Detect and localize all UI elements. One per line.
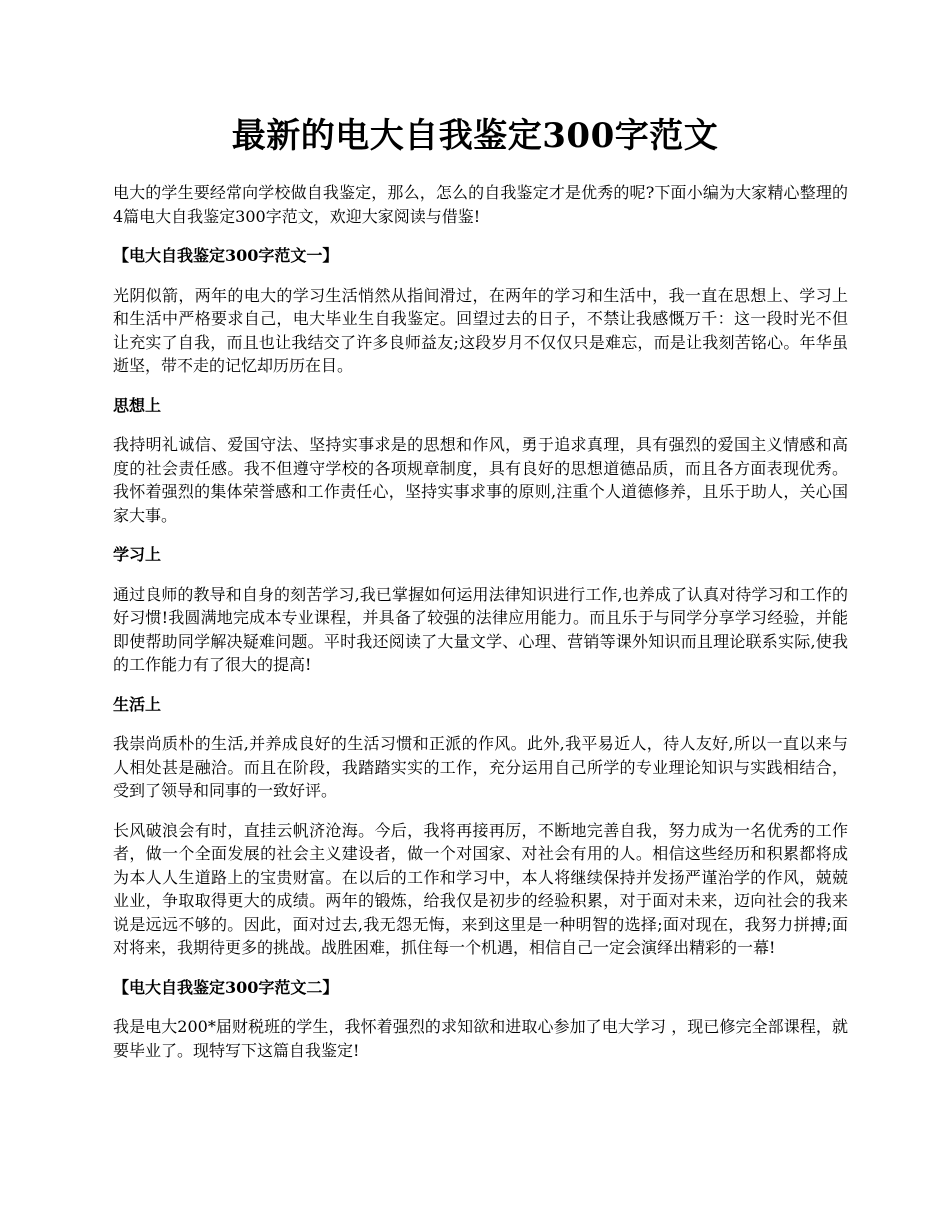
subheading-study: 学习上 <box>113 545 162 564</box>
section-1-paragraph: 光阴似箭，两年的电大的学习生活悄然从指间滑过，在两年的学习和生活中，我一直在思想上、学习上和生活中严格要求自己，电大毕业生自我鉴定。回望过去的日子，不禁让我感慨万千：这一段时光不但让充实了自我，而且也让我结交了许多良师益友;这段岁月不仅仅只是难忘，而是让我刻苦铭心。年华虽逝坚，带不走的记忆却历历在目。 <box>113 285 848 375</box>
subheading-thought: 思想上 <box>113 395 162 415</box>
life-paragraph: 我崇尚质朴的生活,并养成良好的生活习惯和正派的作风。此外,我平易近人，待人友好,所以一直以来与人相处甚是融洽。而且在阶段，我踏踏实实的工作，充分运用自己所学的专业理论知识与实践相结合，受到了领导和同事的一致好评。 <box>113 734 848 800</box>
future-paragraph: 长风破浪会有时，直挂云帆济沧海。今后，我将再接再厉，不断地完善自我，努力成为一名优秀的工作者，做一个全面发展的社会主义建设者，做一个对国家、对社会有用的人。相信这些经历和积累都将成为本人人生道路上的宝贵财富。在以后的工作和学习中，本人将继续保持并发扬严谨治学的作风，兢兢业业，争取取得更大的成绩。两年的锻炼，给我仅是初步的经验积累，对于面对未来，迈向社会的我来说是远远不够的。因此，面对过去,我无怨无悔，来到这里是一种明智的选择;面对现在，我努力拼搏;面对将来，我期待更多的挑战。战胜困难，抓住每一个机遇，相信自己一定会演绎出精彩的一幕! <box>113 820 848 957</box>
section-2-heading: 【电大自我鉴定300字范文二】 <box>113 977 339 997</box>
document-body <box>113 181 848 1078</box>
section-2-paragraph: 我是电大200*届财税班的学生，我怀着强烈的求知欲和进取心参加了电大学习 ，现已修完全部课程，就要毕业了。现特写下这篇自我鉴定! <box>113 1017 848 1060</box>
study-paragraph: 通过良师的教导和自身的刻苦学习,我已掌握如何运用法律知识进行工作,也养成了认真对待学习和工作的好习惯!我圆满地完成本专业课程，并具备了较强的法律应用能力。而且乐于与同学分享学习经验，并能即使帮助同学解决疑难问题。平时我还阅读了大量文学、心理、营销等课外知识而且理论联系实际,使我的工作能力有了很大的提高! <box>113 584 848 674</box>
intro-paragraph: 电大的学生要经常向学校做自我鉴定，那么，怎么的自我鉴定才是优秀的呢?下面小编为大家精心整理的4篇电大自我鉴定300字范文，欢迎大家阅读与借鉴! <box>113 183 848 226</box>
thought-paragraph: 我持明礼诚信、爱国守法、坚持实事求是的思想和作风，勇于追求真理，具有强烈的爱国主义情感和高度的社会责任感。我不但遵守学校的各项规章制度，具有良好的思想道德品质，而且各方面表现优秀。我怀着强烈的集体荣誉感和工作责任心，坚持实事求事的原则,注重个人道德修养，且乐于助人，关心国家大事。 <box>113 435 848 525</box>
subheading-life: 生活上 <box>113 694 162 714</box>
section-1-heading: 【电大自我鉴定300字范文一】 <box>113 246 339 265</box>
document-title: 最新的电大自我鉴定300字范文 <box>231 116 719 156</box>
